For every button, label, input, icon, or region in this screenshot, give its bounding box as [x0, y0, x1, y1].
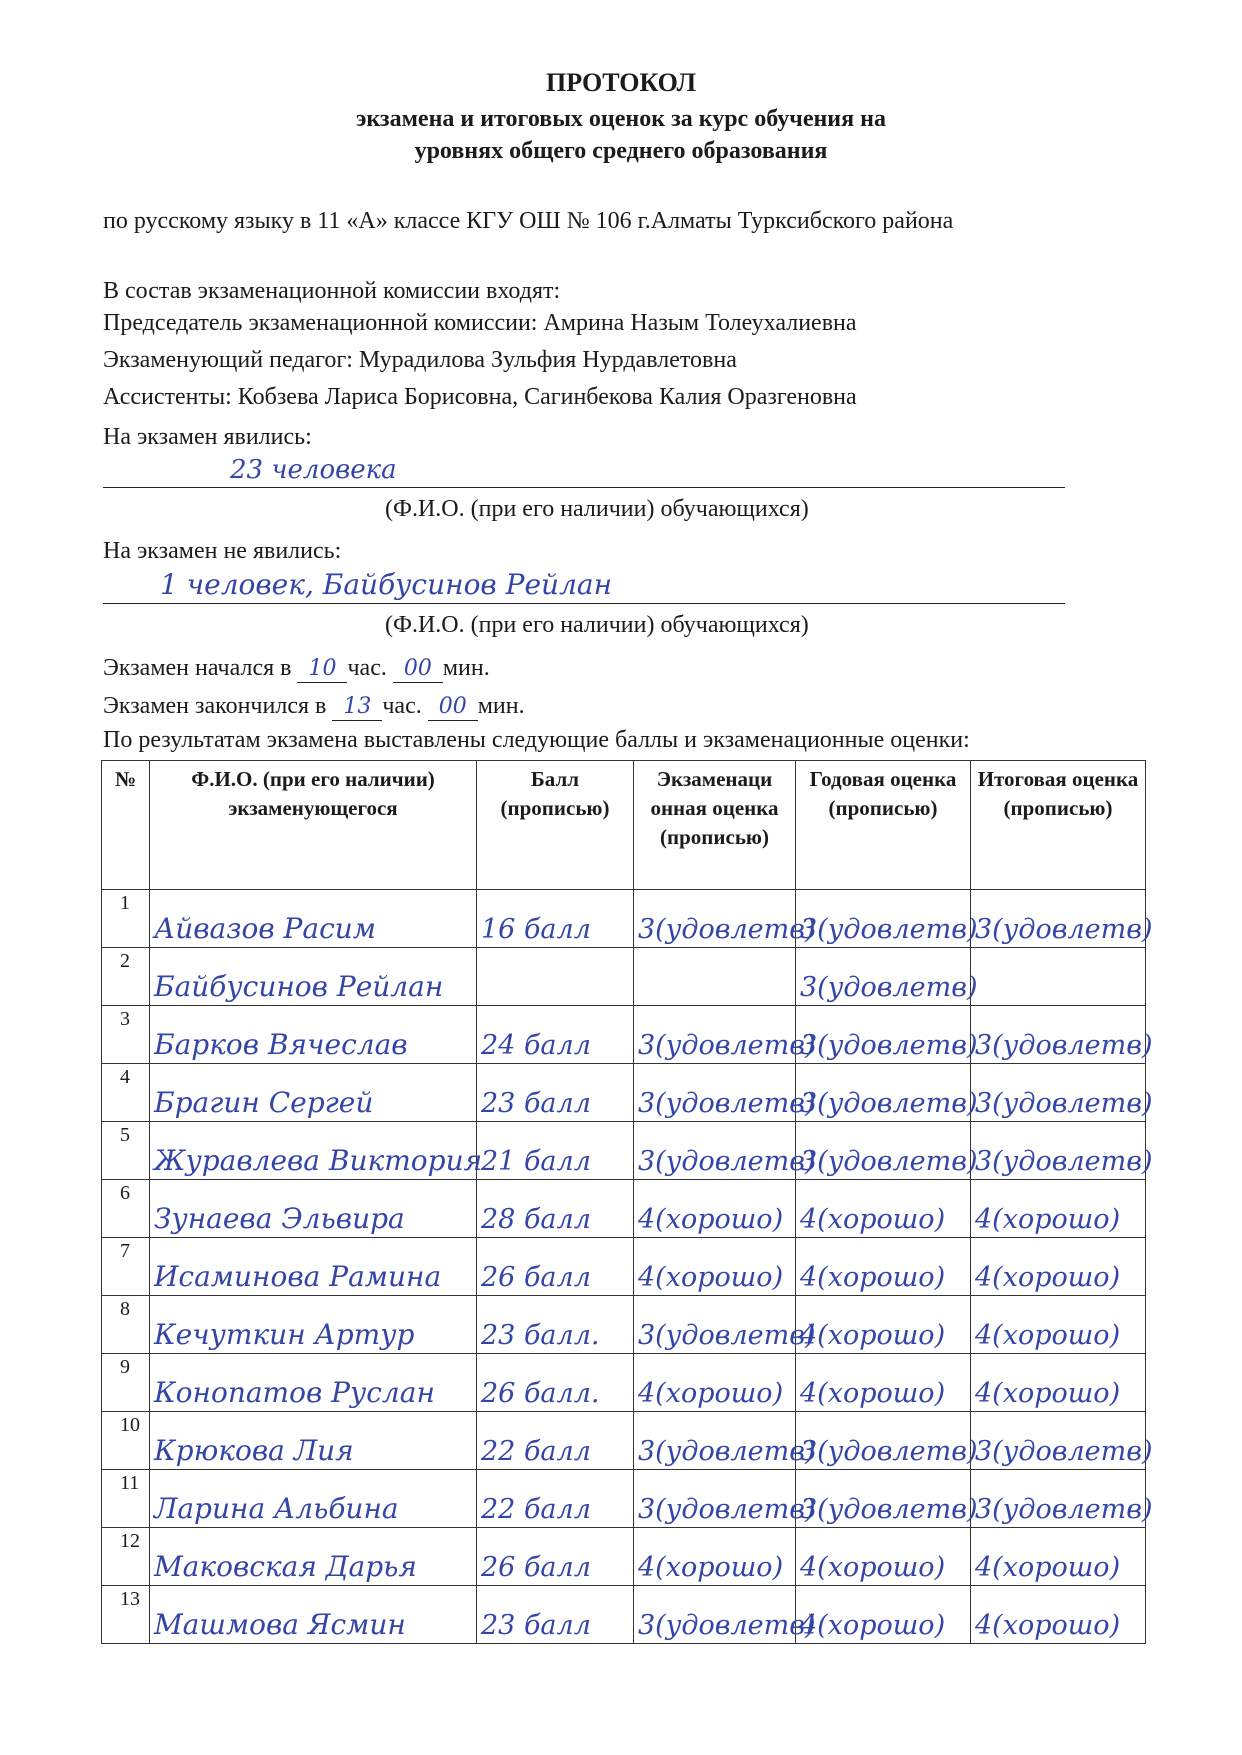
cell-score	[477, 1412, 634, 1470]
absent-value: 1 человек, Байбусинов Рейлан	[160, 568, 613, 601]
cell-annual-grade-text: 4(хорошо)	[800, 1610, 946, 1641]
present-underline	[103, 487, 1065, 488]
cell-final-grade	[971, 1586, 1146, 1644]
results-header-row	[102, 761, 1146, 890]
row-number: 13	[120, 1588, 140, 1610]
cell-exam-grade-text: 3(удовлетв)	[638, 1030, 816, 1061]
present-caption: (Ф.И.О. (при его наличии) обучающихся)	[385, 496, 809, 522]
document-subtitle-line-2: уровнях общего среднего образования	[414, 138, 828, 164]
cell-score-text: 22 балл	[481, 1494, 591, 1525]
cell-name-text: Журавлева Виктория	[154, 1144, 483, 1177]
cell-final-grade	[971, 1412, 1153, 1470]
cell-exam-grade-text: 4(хорошо)	[638, 1204, 784, 1235]
cell-score-text: 26 балл.	[481, 1378, 600, 1409]
cell-name-text: Маковская Дарья	[154, 1550, 417, 1583]
cell-num	[102, 1180, 150, 1238]
cell-final-grade	[971, 1354, 1146, 1412]
cell-num	[102, 1470, 150, 1528]
row-number: 5	[120, 1124, 130, 1146]
cell-annual-grade-text: 3(удовлетв)	[800, 1436, 978, 1467]
cell-annual-grade	[796, 1412, 978, 1470]
cell-annual-grade	[796, 1122, 978, 1180]
cell-final-grade-text: 4(хорошо)	[975, 1204, 1121, 1235]
cell-annual-grade	[796, 1586, 971, 1644]
cell-name-text: Машмова Ясмин	[154, 1608, 406, 1641]
row-number: 3	[120, 1008, 130, 1030]
cell-annual-grade-text: 4(хорошо)	[800, 1320, 946, 1351]
cell-exam-grade-text: 3(удовлетв)	[638, 1088, 816, 1119]
cell-annual-grade-text: 3(удовлетв)	[800, 914, 978, 945]
cell-final-grade	[971, 1470, 1153, 1528]
subject-line: по русскому языку в 11 «А» классе КГУ ОШ № 106 г.Алматы Турксибского района	[103, 208, 954, 234]
row-number: 1	[120, 892, 130, 914]
cell-score-text: 24 балл	[481, 1030, 591, 1061]
table-row	[102, 1470, 1146, 1528]
cell-exam-grade	[634, 948, 796, 1006]
table-row	[102, 1238, 1146, 1296]
cell-annual-grade-text: 4(хорошо)	[800, 1204, 946, 1235]
header-score: Балл (прописью)	[477, 761, 634, 890]
cell-score	[477, 1064, 634, 1122]
exam-end-hour-field	[332, 693, 382, 721]
cell-name-text: Байбусинов Рейлан	[154, 970, 444, 1003]
header-final-grade: Итоговая оценка (прописью)	[971, 761, 1146, 890]
cell-name	[150, 1122, 483, 1180]
cell-score-text: 23 балл.	[481, 1320, 600, 1351]
exam-end-line	[103, 693, 525, 721]
present-label: На экзамен явились:	[103, 424, 312, 450]
cell-final-grade	[971, 1296, 1146, 1354]
cell-exam-grade	[634, 1586, 816, 1644]
cell-final-grade	[971, 1238, 1146, 1296]
cell-exam-grade-text: 3(удовлетв)	[638, 1146, 816, 1177]
document-subtitle-line-1: экзамена и итоговых оценок за курс обучения на	[356, 106, 886, 132]
cell-annual-grade-text: 3(удовлетв)	[800, 972, 978, 1003]
cell-score-text: 28 балл	[481, 1204, 591, 1235]
cell-annual-grade	[796, 1354, 971, 1412]
cell-final-grade	[971, 1180, 1146, 1238]
cell-annual-grade	[796, 1528, 971, 1586]
cell-exam-grade	[634, 1528, 796, 1586]
cell-exam-grade	[634, 890, 816, 948]
cell-annual-grade	[796, 1296, 971, 1354]
cell-score-text: 16 балл	[481, 914, 591, 945]
row-number: 6	[120, 1182, 130, 1204]
cell-name	[150, 1586, 477, 1644]
cell-num	[102, 890, 150, 948]
cell-exam-grade	[634, 1006, 816, 1064]
cell-score	[477, 1586, 634, 1644]
cell-score	[477, 948, 634, 1006]
row-number: 8	[120, 1298, 130, 1320]
cell-score-text: 26 балл	[481, 1262, 591, 1293]
cell-num	[102, 1296, 150, 1354]
cell-num	[102, 1412, 150, 1470]
header-exam-grade: Экзаменаци онная оценка (прописью)	[634, 761, 796, 890]
cell-score-text: 21 балл	[481, 1146, 591, 1177]
exam-start-minutes: 00	[403, 656, 432, 681]
cell-num	[102, 1122, 150, 1180]
cell-name	[150, 1470, 477, 1528]
header-num: №	[102, 761, 150, 890]
cell-exam-grade	[634, 1064, 816, 1122]
cell-num	[102, 1354, 150, 1412]
row-number: 2	[120, 950, 130, 972]
cell-exam-grade-text: 3(удовлетв)	[638, 914, 816, 945]
cell-final-grade-text: 3(удовлетв)	[975, 914, 1153, 945]
cell-score	[477, 1470, 634, 1528]
document-title: ПРОТОКОЛ	[546, 68, 696, 97]
cell-name-text: Конопатов Руслан	[154, 1376, 435, 1409]
cell-final-grade-text: 3(удовлетв)	[975, 1436, 1153, 1467]
table-row	[102, 1180, 1146, 1238]
cell-exam-grade-text: 3(удовлетв)	[638, 1436, 816, 1467]
cell-score-text: 26 балл	[481, 1552, 591, 1583]
cell-name-text: Крюкова Лия	[154, 1434, 354, 1467]
cell-annual-grade	[796, 1006, 978, 1064]
cell-num	[102, 1064, 150, 1122]
cell-name	[150, 1006, 477, 1064]
commission-assistants: Ассистенты: Кобзева Лариса Борисовна, Сагинбекова Калия Оразгеновна	[103, 384, 857, 410]
cell-final-grade-text: 3(удовлетв)	[975, 1088, 1153, 1119]
cell-final-grade-text: 3(удовлетв)	[975, 1030, 1153, 1061]
row-number: 9	[120, 1356, 130, 1378]
cell-exam-grade	[634, 1238, 796, 1296]
cell-final-grade	[971, 1006, 1153, 1064]
cell-annual-grade-text: 4(хорошо)	[800, 1552, 946, 1583]
cell-final-grade-text: 3(удовлетв)	[975, 1494, 1153, 1525]
cell-name	[150, 1296, 477, 1354]
row-number: 11	[120, 1472, 140, 1494]
cell-final-grade-text: 4(хорошо)	[975, 1320, 1121, 1351]
cell-score	[477, 890, 634, 948]
cell-name	[150, 1528, 477, 1586]
cell-num	[102, 1586, 150, 1644]
cell-score	[477, 1006, 634, 1064]
cell-annual-grade-text: 3(удовлетв)	[800, 1494, 978, 1525]
exam-end-minutes: 00	[438, 694, 467, 719]
present-value: 23 человека	[230, 455, 397, 485]
cell-exam-grade-text: 4(хорошо)	[638, 1262, 784, 1293]
exam-start-minute-field	[393, 655, 443, 683]
cell-num	[102, 1528, 150, 1586]
cell-exam-grade-text: 3(удовлетв)	[638, 1320, 816, 1351]
cell-name-text: Барков Вячеслав	[154, 1028, 408, 1061]
commission-intro: В состав экзаменационной комиссии входят:	[103, 278, 561, 304]
header-annual-grade: Годовая оценка (прописью)	[796, 761, 971, 890]
absent-label: На экзамен не явились:	[103, 538, 342, 564]
exam-end-prefix: Экзамен закончился в	[103, 693, 327, 719]
table-row	[102, 948, 1146, 1006]
cell-annual-grade-text: 3(удовлетв)	[800, 1146, 978, 1177]
table-row	[102, 890, 1146, 948]
cell-exam-grade	[634, 1412, 816, 1470]
cell-num	[102, 948, 150, 1006]
table-row	[102, 1412, 1146, 1470]
exam-start-hour: 10	[308, 656, 337, 681]
row-number: 7	[120, 1240, 130, 1262]
cell-name-text: Ларина Альбина	[154, 1492, 399, 1525]
table-row	[102, 1528, 1146, 1586]
cell-name-text: Кечуткин Артур	[154, 1318, 415, 1351]
cell-name-text: Айвазов Расим	[154, 912, 377, 945]
row-number: 12	[120, 1530, 140, 1552]
cell-score-text: 22 балл	[481, 1436, 591, 1467]
commission-examiner: Экзаменующий педагог: Мурадилова Зульфия Нурдавлетовна	[103, 347, 737, 373]
cell-name-text: Брагин Сергей	[154, 1086, 374, 1119]
exam-end-hour-label: час.	[382, 693, 422, 719]
cell-annual-grade-text: 3(удовлетв)	[800, 1088, 978, 1119]
exam-start-line	[103, 655, 490, 683]
cell-name	[150, 1354, 477, 1412]
exam-end-hour: 13	[343, 694, 372, 719]
exam-start-prefix: Экзамен начался в	[103, 655, 292, 681]
cell-name	[150, 1064, 477, 1122]
cell-final-grade-text: 3(удовлетв)	[975, 1146, 1153, 1177]
cell-name	[150, 948, 477, 1006]
row-number: 4	[120, 1066, 130, 1088]
cell-annual-grade-text: 4(хорошо)	[800, 1378, 946, 1409]
cell-exam-grade	[634, 1180, 796, 1238]
exam-start-hour-label: час.	[347, 655, 387, 681]
cell-exam-grade-text: 4(хорошо)	[638, 1552, 784, 1583]
cell-final-grade-text: 4(хорошо)	[975, 1378, 1121, 1409]
exam-start-minute-label: мин.	[442, 655, 490, 681]
absent-caption: (Ф.И.О. (при его наличии) обучающихся)	[385, 612, 809, 638]
cell-exam-grade	[634, 1296, 816, 1354]
cell-exam-grade	[634, 1470, 816, 1528]
results-table	[101, 760, 1153, 1644]
absent-underline	[103, 603, 1065, 604]
cell-num	[102, 1238, 150, 1296]
cell-annual-grade-text: 3(удовлетв)	[800, 1030, 978, 1061]
cell-final-grade-text: 4(хорошо)	[975, 1552, 1121, 1583]
cell-score	[477, 1238, 634, 1296]
table-row	[102, 1354, 1146, 1412]
cell-exam-grade	[634, 1354, 796, 1412]
cell-name-text: Зунаева Эльвира	[154, 1202, 405, 1235]
cell-name	[150, 890, 477, 948]
cell-exam-grade-text: 4(хорошо)	[638, 1378, 784, 1409]
cell-score	[477, 1296, 634, 1354]
cell-annual-grade-text: 4(хорошо)	[800, 1262, 946, 1293]
results-intro: По результатам экзамена выставлены следующие баллы и экзаменационные оценки:	[103, 727, 970, 753]
cell-final-grade	[971, 890, 1153, 948]
row-number: 10	[120, 1414, 140, 1436]
table-row	[102, 1586, 1146, 1644]
cell-final-grade	[971, 1528, 1146, 1586]
cell-name-text: Исаминова Рамина	[154, 1260, 442, 1293]
cell-final-grade-text: 4(хорошо)	[975, 1610, 1121, 1641]
cell-final-grade	[971, 1064, 1153, 1122]
cell-exam-grade	[634, 1122, 816, 1180]
cell-annual-grade	[796, 1238, 971, 1296]
cell-name	[150, 1180, 477, 1238]
cell-final-grade-text: 4(хорошо)	[975, 1262, 1121, 1293]
exam-end-minute-field	[428, 693, 478, 721]
cell-final-grade	[971, 948, 1146, 1006]
cell-score-text: 23 балл	[481, 1610, 591, 1641]
exam-start-hour-field	[297, 655, 347, 683]
table-row	[102, 1064, 1146, 1122]
cell-name	[150, 1238, 477, 1296]
header-name: Ф.И.О. (при его наличии) экзаменующегося	[150, 761, 477, 890]
cell-exam-grade-text: 3(удовлетв)	[638, 1610, 816, 1641]
table-row	[102, 1296, 1146, 1354]
cell-score-text: 23 балл	[481, 1088, 591, 1119]
cell-annual-grade	[796, 890, 978, 948]
cell-score	[477, 1354, 634, 1412]
cell-num	[102, 1006, 150, 1064]
commission-chair: Председатель экзаменационной комиссии: Амрина Назым Толеухалиевна	[103, 310, 857, 336]
cell-final-grade	[971, 1122, 1153, 1180]
cell-name	[150, 1412, 477, 1470]
table-row	[102, 1122, 1146, 1180]
cell-exam-grade-text: 3(удовлетв)	[638, 1494, 816, 1525]
cell-score	[477, 1180, 634, 1238]
cell-annual-grade	[796, 1064, 978, 1122]
cell-annual-grade	[796, 948, 978, 1006]
cell-annual-grade	[796, 1470, 978, 1528]
cell-annual-grade	[796, 1180, 971, 1238]
cell-score	[477, 1122, 634, 1180]
cell-score	[477, 1528, 634, 1586]
exam-end-minute-label: мин.	[477, 693, 525, 719]
table-row	[102, 1006, 1146, 1064]
